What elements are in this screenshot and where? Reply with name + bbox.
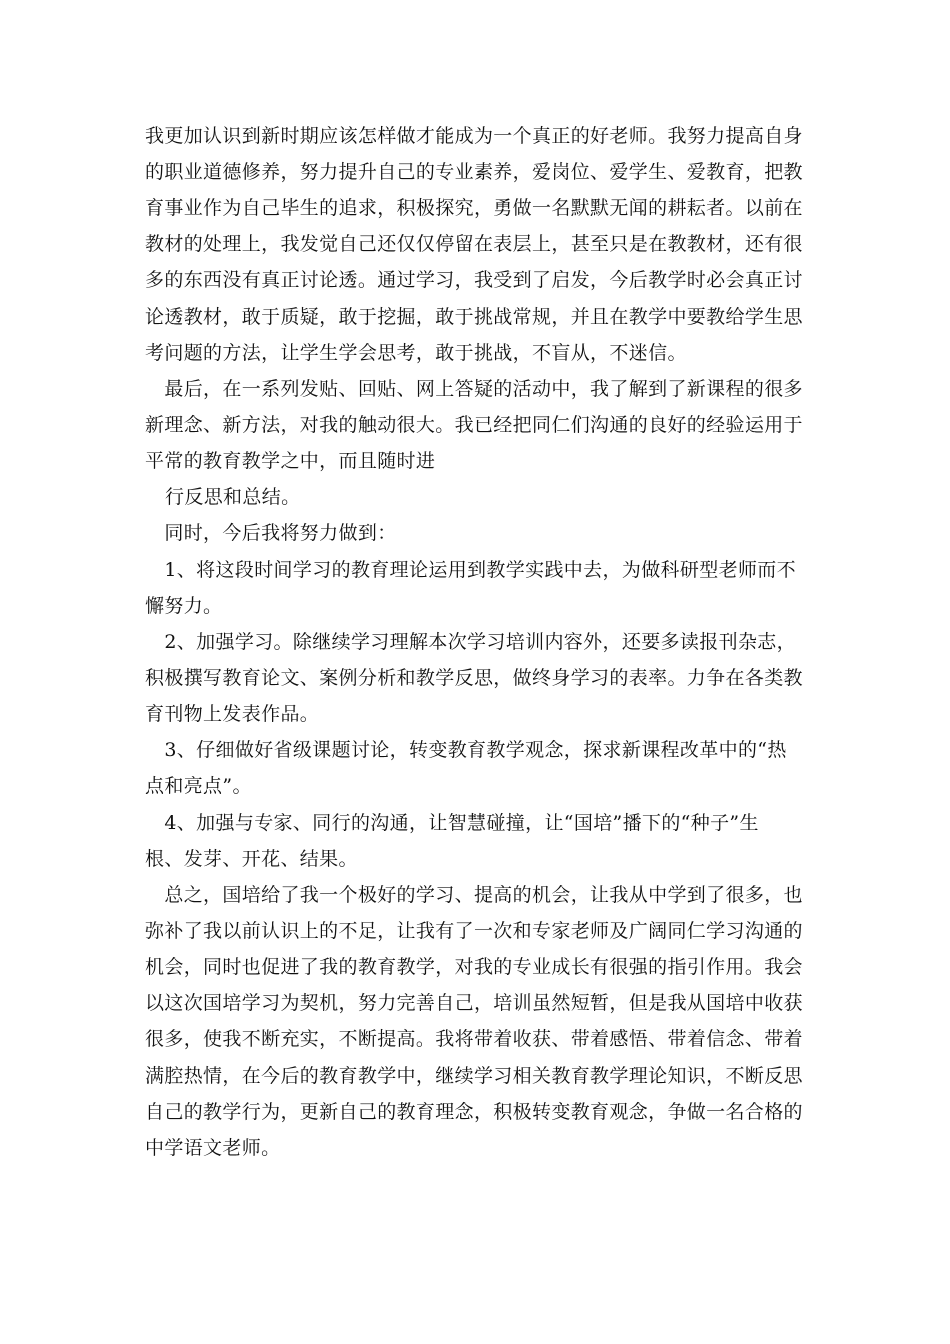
text-line: 根、发芽、开花、结果。	[145, 848, 358, 870]
text-line: 懈努力。	[145, 595, 223, 617]
text-line: 弥补了我以前认识上的不足，让我有了一次和专家老师及广阔同仁学习沟通的	[145, 920, 803, 942]
text-line: 育刊物上发表作品。	[145, 703, 320, 725]
text-line: 4、加强与专家、同行的沟通，让智慧碰撞，让“国培”播下的“种子”生	[145, 812, 759, 834]
text-line: 多的东西没有真正讨论透。通过学习，我受到了启发，今后教学时必会真正讨	[145, 269, 803, 291]
text-line: 教材的处理上，我发觉自己还仅仅停留在表层上，甚至只是在教教材，还有很	[145, 233, 803, 255]
text-line: 很多，使我不断充实，不断提高。我将带着收获、带着感悟、带着信念、带着	[145, 1028, 803, 1050]
text-line: 2、加强学习。除继续学习理解本次学习培训内容外，还要多读报刊杂志，	[145, 631, 796, 653]
text-line: 的职业道德修养，努力提升自己的专业素养，爱岗位、爱学生、爱教育，把教	[145, 161, 803, 183]
text-line: 满腔热情，在今后的教育教学中，继续学习相关教育教学理论知识，不断反思	[145, 1065, 803, 1087]
text-line: 考问题的方法，让学生学会思考，敢于挑战，不盲从，不迷信。	[145, 342, 687, 364]
text-line: 论透教材，敢于质疑，敢于挖掘，敢于挑战常规，并且在教学中要教给学生思	[145, 306, 803, 328]
text-line: 最后，在一系列发贴、回贴、网上答疑的活动中，我了解到了新课程的很多	[145, 378, 803, 400]
text-line: 育事业作为自己毕生的追求，积极探究，勇做一名默默无闻的耕耘者。以前在	[145, 197, 803, 219]
text-line: 点和亮点”。	[145, 775, 252, 797]
text-line: 同时，今后我将努力做到：	[145, 522, 397, 544]
text-line: 中学语文老师。	[145, 1137, 281, 1159]
text-line: 行反思和总结。	[165, 486, 301, 508]
text-line: 总之，国培给了我一个极好的学习、提高的机会，让我从中学到了很多，也	[145, 884, 803, 906]
text-line: 1、将这段时间学习的教育理论运用到教学实践中去，为做科研型老师而不	[145, 559, 796, 581]
text-line: 新理念、新方法，对我的触动很大。我已经把同仁们沟通的良好的经验运用于	[145, 414, 803, 436]
text-line: 我更加认识到新时期应该怎样做才能成为一个真正的好老师。我努力提高自身	[145, 125, 803, 147]
text-line: 自己的教学行为，更新自己的教育理念，积极转变教育观念，争做一名合格的	[145, 1101, 803, 1123]
text-line: 以这次国培学习为契机，努力完善自己，培训虽然短暂，但是我从国培中收获	[145, 992, 803, 1014]
text-line: 积极撰写教育论文、案例分析和教学反思，做终身学习的表率。力争在各类教	[145, 667, 803, 689]
text-line: 机会，同时也促进了我的教育教学，对我的专业成长有很强的指引作用。我会	[145, 956, 803, 978]
text-line: 3、仔细做好省级课题讨论，转变教育教学观念，探求新课程改革中的“热	[145, 739, 787, 761]
text-line: 平常的教育教学之中，而且随时进	[145, 450, 436, 472]
